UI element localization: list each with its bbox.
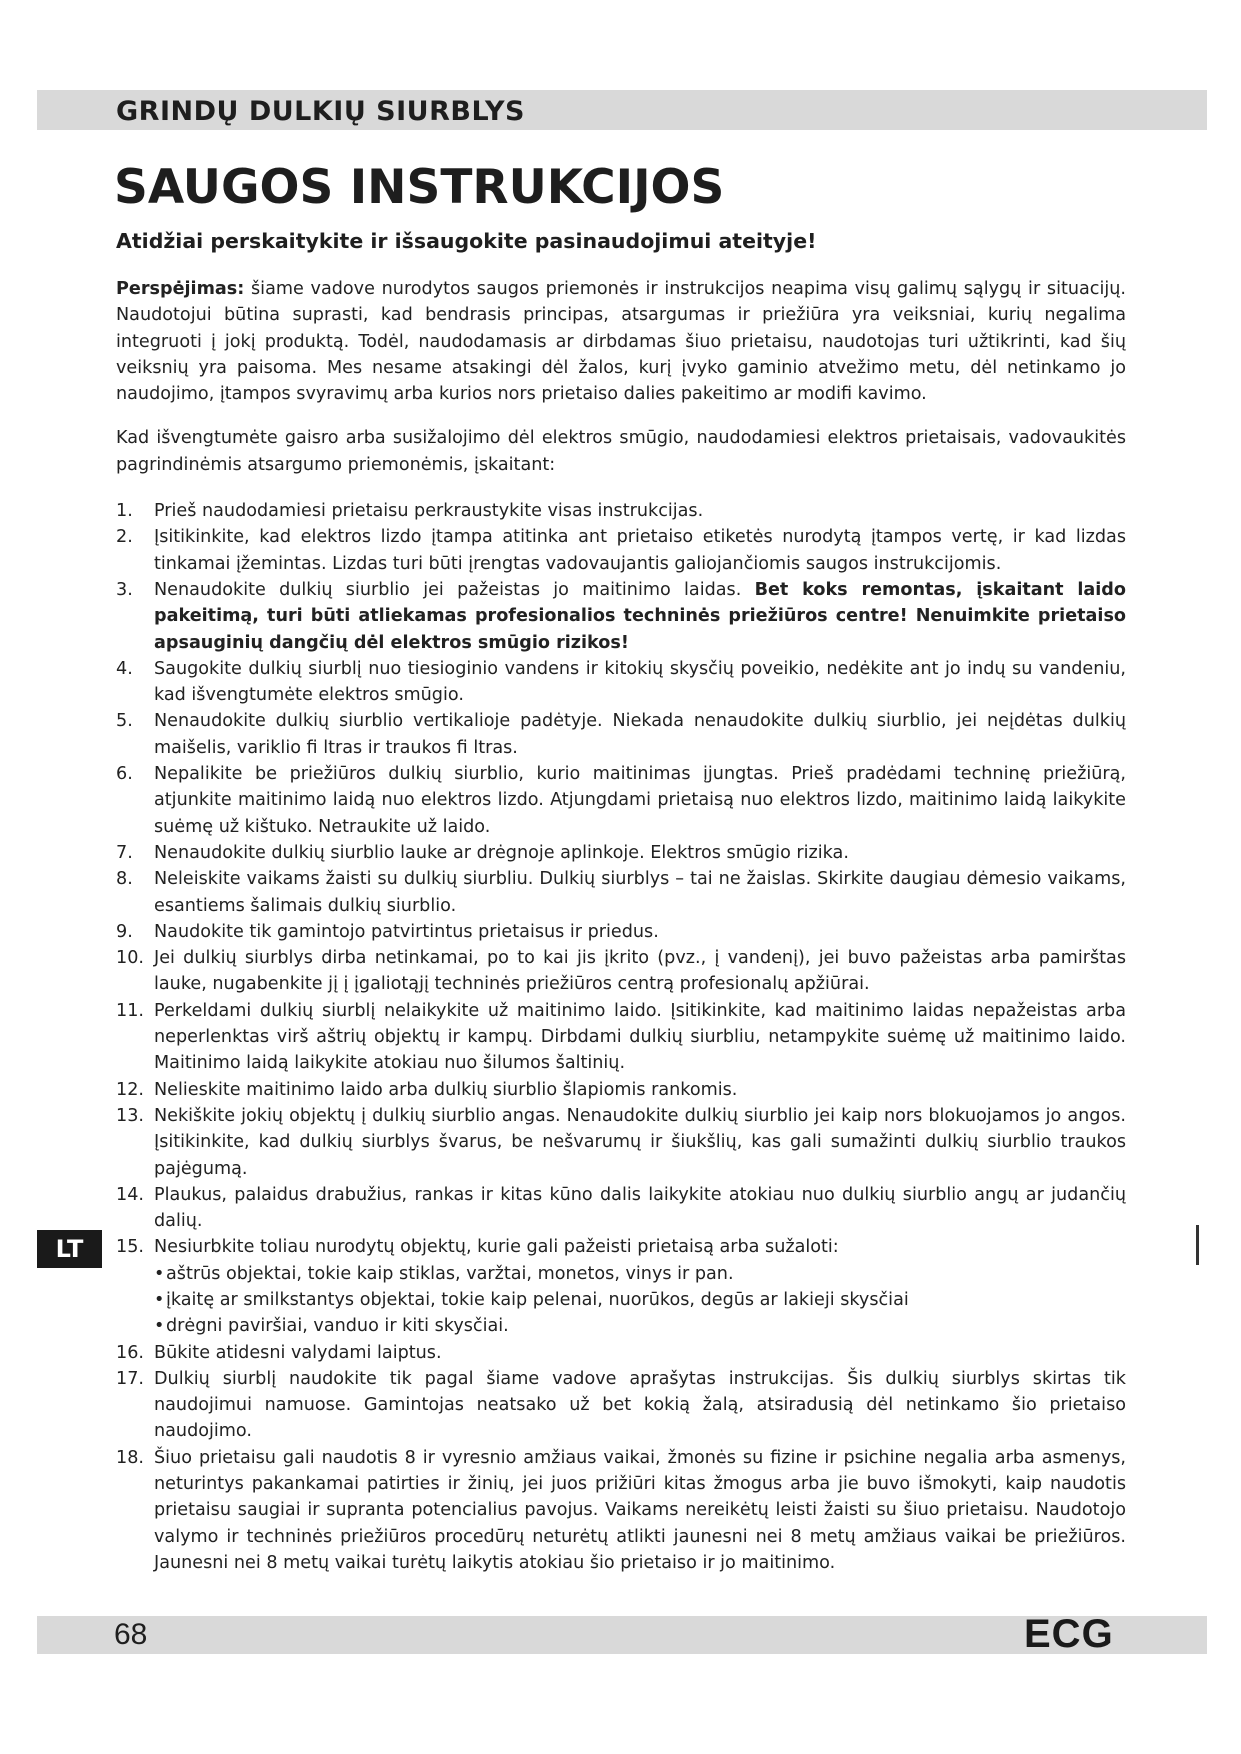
bullet-marker: • bbox=[154, 1289, 165, 1310]
rule-item bbox=[116, 1366, 1126, 1445]
section-header-title: GRINDŲ DULKIŲ SIURBLYS bbox=[116, 96, 525, 127]
rule-item bbox=[116, 1445, 1126, 1576]
rule-item bbox=[116, 1340, 1126, 1366]
rule-text: Įsitikinkite, kad elektros lizdo įtampa atitinka ant prietaiso etiketės nurodytą įtampos vertę, ir kad lizdas tinkamai įžemintas. Lizdas turi būti įrengtas vadovaujantis galiojančiomis saugos instrukcijomis. bbox=[154, 527, 1126, 574]
rule-number: 10. bbox=[116, 948, 144, 969]
rule-number: 2. bbox=[116, 527, 133, 548]
bullet-item bbox=[154, 1313, 1126, 1339]
rule-number: 9. bbox=[116, 921, 133, 942]
bullet-text: drėgni paviršiai, vanduo ir kiti skysčiai. bbox=[166, 1316, 509, 1337]
rule-text: Būkite atidesni valydami laiptus. bbox=[154, 1342, 442, 1363]
rule-text: Neleiskite vaikams žaisti su dulkių siurbliu. Dulkių siurblys – tai ne žaislas. Skirkite daugiau dėmesio vaikams, esantiems šalimais dulkių siurblio. bbox=[154, 869, 1126, 916]
rule-number: 16. bbox=[116, 1342, 144, 1363]
rule-number: 13. bbox=[116, 1105, 144, 1126]
rule-text: Nekiškite jokių objektų į dulkių siurblio angas. Nenaudokite dulkių siurblio jei kaip nors blokuojamos jo angos. Įsitikinkite, kad dulkių siurblys švarus, be nešvarumų ir šiukšlių, kas gali sumažinti dulkių siurblio traukos pajėgumą. bbox=[154, 1105, 1126, 1179]
rule-item bbox=[116, 498, 1126, 524]
rule-number: 4. bbox=[116, 658, 133, 679]
brand-logo: ECG bbox=[1024, 1612, 1114, 1656]
rule-text: Nenaudokite dulkių siurblio lauke ar drėgnoje aplinkoje. Elektros smūgio rizika. bbox=[154, 842, 849, 863]
rule-text: Šiuo prietaisu gali naudotis 8 ir vyresnio amžiaus vaikai, žmonės su fizine ir psichine negalia arba asmenys, neturintys pakankamai patirties ir žinių, jei juos prižiūri kitas žmogus arba jie buvo išmokyti, kaip naudotis prietaisu saugiai ir supranta potencialius pavojus. Vaikams nereikėtų leisti žaisti su šiuo prietaisu. Naudotojo valymo ir techninės priežiūros procedūrų neturėtų atlikti jaunesni nei 8 metų amžiaus vaikai be priežiūros. Jaunesni nei 8 metų vaikai turėtų laikytis atokiau šio prietaiso ir jo maitinimo. bbox=[154, 1447, 1126, 1573]
rule-item bbox=[116, 840, 1126, 866]
rule-15-bullets bbox=[154, 1261, 1126, 1340]
warning-text: šiame vadove nurodytos saugos priemonės ir instrukcijos neapima visų galimų sąlygų ir situacijų. Naudotojui būtina suprasti, kad bendrasis principas, atsargumas ir priežiūra yra veiksniai, kurių negalima integruoti į jokį produktą. Todėl, naudodamasis ar dirbdamas šiuo prietaisu, naudotojas turi užtikrinti, kad šių veiksnių yra paisoma. Mes nesame atsakingi dėl žalos, kurį įvyko gaminio atvežimo metu, dėl netinkamo jo naudojimo, įtampos svyravimų arba kurios nors prietaiso dalies pakeitimo ar modifi kavimo. bbox=[116, 279, 1126, 405]
rule-number: 6. bbox=[116, 764, 133, 785]
rule-number: 11. bbox=[116, 1000, 144, 1021]
bullet-item bbox=[154, 1261, 1126, 1287]
rule-text: Jei dulkių siurblys dirba netinkamai, po to kai jis įkrito (pvz., į vandenį), jei buvo pažeistas arba pamirštas lauke, nugabenkite jį į įgaliotąjį techninės priežiūros centrą profesionalų apžiūrai. bbox=[154, 948, 1126, 995]
rule-item bbox=[116, 998, 1126, 1077]
rule-text: Perkeldami dulkių siurblį nelaikykite už maitinimo laido. Įsitikinkite, kad maitinimo laidas nepažeistas arba neperlenktas virš aštrių objektų ir kampų. Dirbdami dulkių siurbliu, netampykite suėmę už maitinimo laido. Maitinimo laidą laikykite atokiau nuo šilumos šaltinių. bbox=[154, 1000, 1126, 1074]
rule-item bbox=[116, 945, 1126, 998]
rule-bold-text: Bet koks remontas, įskaitant laido pakeitimą, turi būti atliekamas profesionalios techninės priežiūros centre! Nenuimkite prietaiso apsauginių dangčių dėl elektros smūgio rizikos! bbox=[154, 579, 1126, 653]
rule-number: 12. bbox=[116, 1079, 144, 1100]
warning-paragraph bbox=[116, 276, 1126, 407]
bullet-item bbox=[154, 1287, 1126, 1313]
intro-paragraph: Kad išvengtumėte gaisro arba susižalojimo dėl elektros smūgio, naudodamiesi elektros prietaisais, vadovaukitės pagrindinėmis atsargumo priemonėmis, įskaitant: bbox=[116, 428, 1126, 475]
rule-text: Nesiurbkite toliau nurodytų objektų, kurie gali pažeisti prietaisą arba sužaloti: bbox=[154, 1237, 839, 1258]
bullet-text: aštrūs objektai, tokie kaip stiklas, varžtai, monetos, vinys ir pan. bbox=[166, 1263, 734, 1284]
page-number: 68 bbox=[114, 1618, 148, 1651]
rule-text: Naudokite tik gamintojo patvirtintus prietaisus ir priedus. bbox=[154, 921, 659, 942]
rule-item bbox=[116, 708, 1126, 761]
rule-number: 3. bbox=[116, 579, 133, 600]
rule-number: 7. bbox=[116, 842, 133, 863]
rule-text: Nepalikite be priežiūros dulkių siurblio, kurio maitinimas įjungtas. Prieš pradėdami techninę priežiūrą, atjunkite maitinimo laidą nuo elektros lizdo. Atjungdami prietaisą nuo elektros lizdo, maitinimo laidą laikykite suėmę už kištuko. Netraukite už laido. bbox=[154, 764, 1126, 837]
rule-item bbox=[116, 656, 1126, 709]
bullet-marker: • bbox=[154, 1263, 165, 1284]
rule-number: 14. bbox=[116, 1184, 144, 1205]
rule-item bbox=[116, 866, 1126, 919]
rule-number: 8. bbox=[116, 869, 133, 890]
rule-text: Nenaudokite dulkių siurblio vertikalioje padėtyje. Niekada nenaudokite dulkių siurblio, jei neįdėtas dulkių maišelis, variklio fi ltras ir traukos fi ltras. bbox=[154, 711, 1126, 758]
rule-text: Prieš naudodamiesi prietaisu perkraustykite visas instrukcijas. bbox=[154, 501, 704, 522]
safety-rules-list bbox=[116, 498, 1126, 1576]
bullet-text: įkaitę ar smilkstantys objektai, tokie kaip pelenai, nuorūkos, degūs ar lakieji skysčiai bbox=[166, 1289, 909, 1310]
rule-item bbox=[116, 761, 1126, 840]
rule-item bbox=[116, 1234, 1126, 1339]
rule-item bbox=[116, 1103, 1126, 1182]
page-title: SAUGOS INSTRUKCIJOS bbox=[114, 160, 725, 215]
rule-text: Dulkių siurblį naudokite tik pagal šiame vadove aprašytas instrukcijas. Šis dulkių siurblys skirtas tik naudojimui namuose. Gamintojas neatsako už bet kokią žalą, atsiradusią dėl netinkamo šio prietaiso naudojimo. bbox=[154, 1368, 1126, 1442]
margin-mark bbox=[1196, 1225, 1199, 1265]
language-tab: LT bbox=[37, 1230, 102, 1268]
rule-text: Saugokite dulkių siurblį nuo tiesioginio vandens ir kitokių skysčių poveikio, nedėkite ant jo indų su vandeniu, kad išvengtumėte elektros smūgio. bbox=[154, 658, 1126, 706]
rule-item bbox=[116, 1182, 1126, 1235]
rule-text: Nenaudokite dulkių siurblio jei pažeistas jo maitinimo laidas. bbox=[154, 579, 755, 600]
rule-text: Nelieskite maitinimo laido arba dulkių siurblio šlapiomis rankomis. bbox=[154, 1079, 738, 1100]
warning-label: Perspėjimas: bbox=[116, 279, 245, 299]
rule-item bbox=[116, 1077, 1126, 1103]
bullet-marker: • bbox=[154, 1316, 165, 1337]
rule-item bbox=[116, 577, 1126, 656]
rule-text: Plaukus, palaidus drabužius, rankas ir kitas kūno dalis laikykite atokiau nuo dulkių siurblio angų ar judančių dalių. bbox=[154, 1184, 1126, 1232]
rule-number: 15. bbox=[116, 1237, 144, 1258]
rule-number: 5. bbox=[116, 711, 133, 732]
main-content bbox=[116, 276, 1126, 1576]
rule-item bbox=[116, 919, 1126, 945]
rule-item bbox=[116, 524, 1126, 577]
rule-number: 18. bbox=[116, 1447, 144, 1468]
subtitle: Atidžiai perskaitykite ir išsaugokite pasinaudojimui ateityje! bbox=[116, 229, 817, 253]
rule-number: 17. bbox=[116, 1368, 144, 1389]
rule-number: 1. bbox=[116, 501, 133, 522]
